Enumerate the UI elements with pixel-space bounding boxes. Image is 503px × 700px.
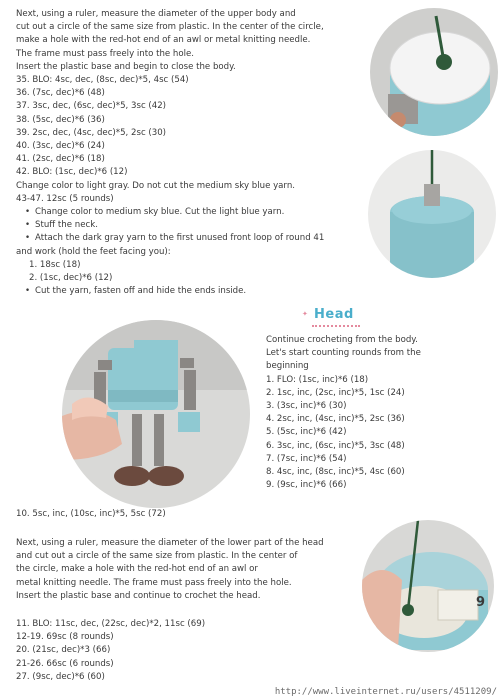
round-line: 27. (9sc, dec)*6 (60) (16, 671, 105, 682)
head-intro-line: Continue crocheting from the body. (266, 335, 418, 345)
section1-line: Change color to light gray. Do not cut the medium sky blue yarn. (16, 180, 295, 191)
sparkle-icon: ✦ (302, 310, 308, 318)
round-line: 37. 3sc, dec, (6sc, dec)*5, 3sc (42) (16, 101, 167, 112)
round-line: 2. 1sc, inc, (2sc, inc)*5, 1sc (24) (266, 387, 405, 398)
photo-robot-in-hand (62, 320, 250, 508)
numbered-item: 1. 18sc (18) (29, 259, 81, 270)
section1-line: make a hole with the red-hot end of an awl or metal knitting needle. (16, 35, 311, 46)
round-line: 42. BLO: (1sc, dec)*6 (12) (16, 167, 128, 178)
bullet-item: • Stuff the neck. (16, 219, 324, 232)
round-line: 3. (3sc, inc)*6 (30) (266, 401, 347, 412)
head-text (266, 334, 421, 492)
round-line: 4. 2sc, inc, (4sc, inc)*5, 2sc (36) (266, 414, 405, 425)
head-intro-line: beginning (266, 361, 309, 372)
round-line: 20. (21sc, dec)*3 (66) (16, 645, 111, 656)
section2-line: Next, using a ruler, measure the diameter of the lower part of the head (16, 538, 324, 548)
section2-line: Insert the plastic base and continue to crochet the head. (16, 590, 261, 601)
round-line: 5. (5sc, inc)*6 (42) (266, 427, 347, 438)
section1-line: Next, using a ruler, measure the diameter of the upper body and (16, 9, 296, 19)
section2-line: metal knitting needle. The frame must pass freely into the hole. (16, 577, 292, 588)
photo-head-plastic-base (362, 520, 494, 652)
bullet-item: • Attach the dark gray yarn to the first unused front loop of round 41 (16, 232, 324, 245)
round-line: 1. FLO: (1sc, inc)*6 (18) (266, 374, 369, 385)
section2-rounds (16, 618, 205, 684)
section1-line: The frame must pass freely into the hole. (16, 48, 195, 59)
page-number: 9 (475, 595, 485, 610)
section1-line: and work (hold the feet facing you): (16, 246, 171, 257)
round-line: 41. (2sc, dec)*6 (18) (16, 154, 105, 165)
section1-line: cut out a circle of the same size from plastic. In the center of the circle, (16, 22, 324, 33)
source-url: http://www.liveinternet.ru/users/4511209/ (274, 687, 497, 697)
round-line: 11. BLO: 11sc, dec, (22sc, dec)*2, 11sc (69) (16, 619, 206, 629)
round-line: 38. (5sc, dec)*6 (36) (16, 114, 105, 125)
round-line: 43-47. 12sc (5 rounds) (16, 193, 114, 204)
round-line: 6. 3sc, inc, (6sc, inc)*5, 3sc (48) (266, 440, 405, 451)
numbered-item: 2. (1sc, dec)*6 (12) (29, 273, 113, 284)
section1-line: Insert the plastic base and begin to close the body. (16, 61, 236, 72)
section-heading: Head (314, 307, 354, 322)
round-line: 7. (7sc, inc)*6 (54) (266, 453, 347, 464)
round-10: 10. 5sc, inc, (10sc, inc)*5, 5sc (72) (16, 509, 166, 519)
photo-plastic-circle (370, 8, 498, 136)
round-line: 21-26. 66sc (6 rounds) (16, 658, 114, 669)
round-line: 12-19. 69sc (8 rounds) (16, 632, 114, 643)
round-line: 40. (3sc, dec)*6 (24) (16, 141, 105, 152)
section1-text (16, 8, 324, 298)
round-line: 36. (7sc, dec)*6 (48) (16, 88, 105, 99)
bullet-item: • Cut the yarn, fasten off and hide the ends inside. (16, 285, 324, 298)
section2-line: the circle, make a hole with the red-hot end of an awl or (16, 564, 258, 575)
round-line: 8. 4sc, inc, (8sc, inc)*5, 4sc (60) (266, 467, 405, 478)
head-intro-line: Let's start counting rounds from the (266, 348, 421, 359)
heading-underline (312, 325, 360, 329)
section2-line: and cut out a circle of the same size from plastic. In the center of (16, 551, 298, 562)
round-line: 35. BLO: 4sc, dec, (8sc, dec)*5, 4sc (54) (16, 75, 189, 86)
round-line: 9. (9sc, inc)*6 (66) (266, 480, 347, 491)
round-line: 39. 2sc, dec, (4sc, dec)*5, 2sc (30) (16, 127, 167, 138)
bullet-item: • Change color to medium sky blue. Cut the light blue yarn. (16, 206, 324, 219)
section2-text (16, 537, 324, 603)
photo-closed-body (368, 150, 496, 278)
